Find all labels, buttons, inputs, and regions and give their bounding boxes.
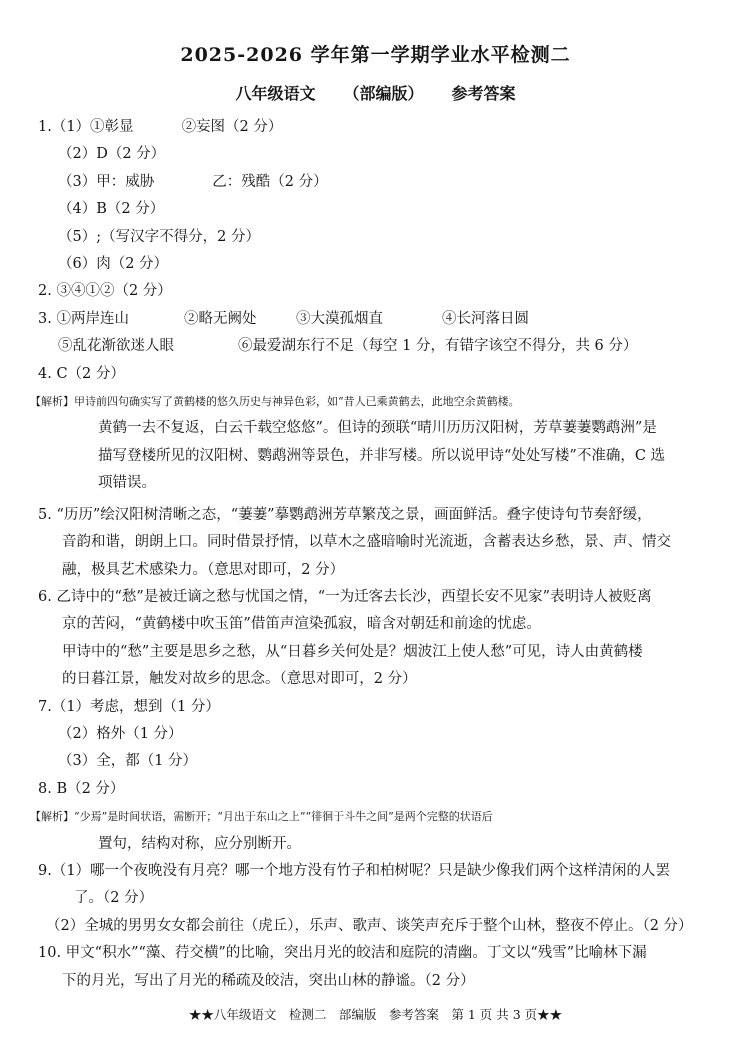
q5-line1: 5. “历历”绘汉阳树清晰之态，“萋萋”摹鹦鹉洲芳草繁茂之景，画面鲜活。叠字使诗句节奏舒缓，	[38, 506, 652, 523]
q1-item2: （2）D（2 分）	[58, 146, 166, 163]
q2-answer: 2. ③④①②（2 分）	[38, 283, 172, 300]
q5-line2: 音韵和谐，朗朗上口。同时借景抒情，以草木之盛暗喻时光流逝，含蓄表达乡愁，景、声、情交	[62, 534, 671, 551]
q1-item1	[38, 114, 718, 141]
page-footer: ★★八年级语文 检测二 部编版 参考答案 第 1 页 共 3 页★★	[188, 1007, 563, 1022]
q4-analysis-4: 项错误。	[98, 475, 156, 492]
q10-line2: 下的月光，写出了月光的稀疏及皎洁，突出山林的静谧。（2 分）	[62, 972, 475, 989]
subtitle-answer: 参考答案	[451, 84, 516, 103]
q8-answer: 8. B（2 分）	[38, 780, 125, 797]
q4-analysis-2: 黄鹤一去不复返，白云千载空悠悠”。但诗的颈联“晴川历历汉阳树，芳草萋萋鹦鹉洲”是	[98, 420, 657, 437]
q4-analysis-1: 【解析】甲诗前四句确实写了黄鹤楼的悠久历史与神异色彩，如“昔人已乘黄鹤去，此地空余黄鹤楼。	[30, 395, 520, 409]
q3-line1	[38, 306, 718, 333]
q1-item6: （6）肉（2 分）	[58, 256, 169, 273]
q1-item1-b: ②妄图（2 分）	[181, 119, 283, 135]
page-title: 2025-2026 学年第一学期学业水平检测二	[180, 44, 571, 66]
q10-line1: 10. 甲文“积水”“藻、荇交横”的比喻，突出月光的皎洁和庭院的清幽。丁文以“残雪”比喻林下漏	[38, 945, 647, 962]
q6-line1: 6. 乙诗中的“愁”是被迁谪之愁与忧国之情，“一为迁客去长沙，西望长安不见家”表明诗人被贬离	[38, 588, 652, 605]
q1-item5: （5）;（写汉字不得分，2 分）	[58, 228, 260, 245]
page-subtitle	[0, 82, 751, 106]
q6-line2: 京的苦闷，“黄鹤楼中吹玉笛”借笛声渲染孤寂，暗含对朝廷和前途的忧虑。	[62, 616, 541, 633]
subtitle-grade: 八年级语文	[235, 84, 316, 103]
q3-e: ⑤乱花渐欲迷人眼	[58, 338, 174, 355]
q9-line3: （2）全城的男男女女都会前往（虎丘），乐声、歌声、谈笑声充斥于整个山林，整夜不停止。（2 分）	[46, 917, 693, 934]
q6-line4: 的日暮江景，触发对故乡的思念。（意思对即可，2 分）	[62, 671, 417, 688]
q1-item3-a: （3）甲：威胁	[58, 173, 155, 190]
q1-item3	[38, 169, 718, 196]
q7-item3: （3）全，都（1 分）	[58, 753, 198, 770]
q9-line1: 9.（1）哪一个夜晚没有月亮？哪一个地方没有竹子和柏树呢？只是缺少像我们两个这样清闲的人罢	[38, 862, 671, 879]
q3-a: 3. ①两岸连山	[38, 310, 129, 327]
q1-item3-b: 乙：残酷（2 分）	[212, 173, 328, 190]
subtitle-edition: （部编版）	[343, 84, 424, 103]
q1-item1-a: 1.（1）①彰显	[38, 119, 134, 135]
q7-item1: 7.（1）考虑，想到（1 分）	[38, 698, 220, 715]
q3-c: ③大漠孤烟直	[296, 310, 383, 327]
q8-analysis-2: 置句，结构对称，应分别断开。	[98, 835, 301, 852]
answer-body	[30, 114, 718, 995]
q4-answer: 4. C（2 分）	[38, 365, 125, 382]
q5-line3: 融，极具艺术感染力。（意思对即可，2 分）	[62, 561, 345, 578]
q6-line3: 甲诗中的“愁”主要是思乡之愁，从“日暮乡关何处是？烟波江上使人愁”可见，诗人由黄鹤楼	[62, 643, 643, 660]
q3-line2	[38, 333, 718, 360]
q7-item2: （2）格外（1 分）	[58, 725, 183, 742]
q8-analysis-1: 【解析】“少焉”是时间状语，需断开；“月出于东山之上”“徘徊于斗牛之间”是两个完整的状语后	[30, 810, 493, 824]
q9-line2: 了。（2 分）	[74, 890, 154, 907]
q1-item4: （4）B（2 分）	[58, 201, 165, 218]
q3-d: ④长河落日圆	[442, 310, 529, 327]
q4-analysis-3: 描写登楼所见的汉阳树、鹦鹉洲等景色，并非写楼。所以说甲诗“处处写楼”不准确，C 选	[98, 447, 666, 464]
q3-f: ⑥最爱湖东行不足（每空 1 分，有错字该空不得分，共 6 分）	[238, 338, 638, 355]
q3-b: ②略无阙处	[184, 310, 257, 327]
